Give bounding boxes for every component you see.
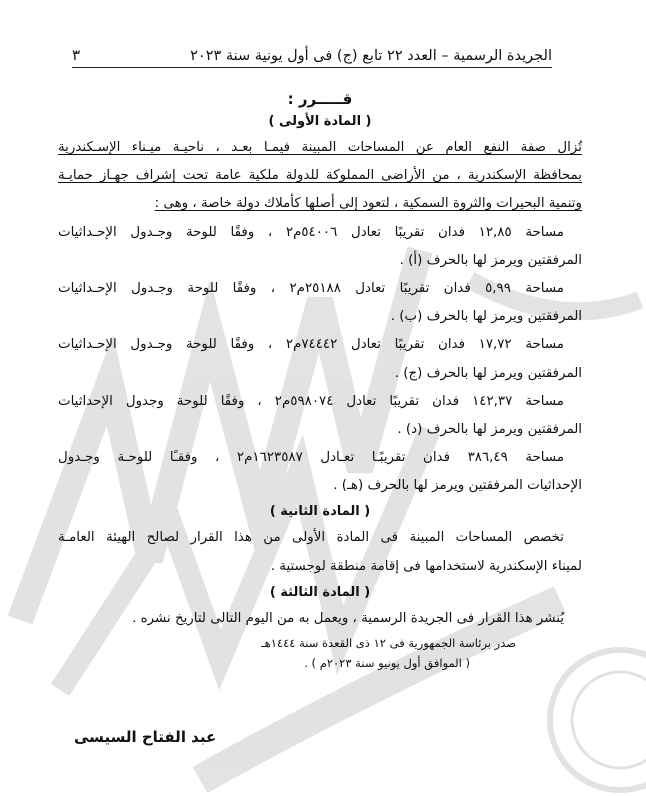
plot-e-line-1: مساحة ٣٨٦,٤٩ فدان تقريبًـا تعـادل ١٦٢٣٥٨٧م٢ ، وفقـًا للوحـة وجـدول xyxy=(58,450,564,466)
issued-date: صدر برئاسة الجمهورية فى ١٢ ذى القعدة سنة ١٤٤٤هـ xyxy=(261,636,516,650)
article-2-line: تخصص المساحات المبينة فى المادة الأولى من هذا القرار لصالح الهيئة العامـة xyxy=(58,530,564,546)
plot-e-line-2: الإحداثيات المرفقتين ويرمز لها بالحرف (هـ) . xyxy=(333,478,582,494)
article-1-intro-line: تُزال صفة النفع العام عن المساحات المبينة فيمـا بعـد ، ناحيـة ميـناء الإسـكندرية xyxy=(58,140,582,155)
plot-c-line-1: مساحة ١٧,٧٢ فدان تقريبًا تعادل ٧٤٤٤٢م٢ ، وفقًا للوحة وجـدول الإحـداثيات xyxy=(58,337,564,353)
gazette-title: الجريدة الرسمية – العدد ٢٢ تابع (ج) فى أول يونية سنة ٢٠٢٣ xyxy=(190,48,552,64)
corresponding-date: ( الموافق أول يونيو سنة ٢٠٢٣م ) . xyxy=(304,656,470,670)
plot-d-line-2: المرفقتين ويرمز لها بالحرف (د) . xyxy=(397,421,582,437)
article-3-line: يُنشر هذا القرار فى الجريدة الرسمية ، ويعمل به من اليوم التالى لتاريخ نشره . xyxy=(132,610,564,626)
signature: عبد الفتاح السيسى xyxy=(74,728,217,746)
article-2-heading: ( المادة الثانية ) xyxy=(269,504,371,520)
plot-a-line-2: المرفقتين ويرمز لها بالحرف (أ) . xyxy=(399,252,582,268)
article-1-intro-line: بمحافظة الإسكندرية ، من الأراضى المملوكة للدولة ملكية عامة تحت إشراف جهـاز حمايـة xyxy=(58,168,582,184)
article-3-heading: ( المادة الثالثة ) xyxy=(269,584,371,600)
decree-body xyxy=(58,88,582,673)
plot-a-line-1: مساحة ١٢,٨٥ فدان تقريبًا تعادل ٥٤٠٠٦م٢ ، وفقًا للوحة وجـدول الإحـداثيات xyxy=(58,224,564,240)
article-2-line: لميناء الإسكندرية لاستخدامها فى إقامة منطقة لوجستية . xyxy=(270,558,582,574)
article-1-intro-line: وتنمية البحيرات والثروة السمكية ، لتعود إلى أصلها كأملاك دولة خاصة ، وهى : xyxy=(154,196,582,212)
page-header xyxy=(72,40,552,68)
article-1-heading: ( المادة الأولى ) xyxy=(268,114,372,129)
plot-b-line-2: المرفقتين ويرمز لها بالحرف (ب) . xyxy=(390,309,582,325)
page-number: ٣ xyxy=(72,46,81,64)
plot-d-line-1: مساحة ١٤٢,٣٧ فدان تقريبًا تعادل ٥٩٨٠٧٤م٢ ، وفقًا للوحة وجدول الإحداثيات xyxy=(58,393,564,409)
plot-b-line-1: مساحة ٥,٩٩ فدان تقريبًا تعادل ٢٥١٨٨م٢ ، وفقًا للوحة وجـدول الإحـداثيات xyxy=(58,280,564,296)
seal-ring-inner xyxy=(572,672,646,768)
decree-word: قـــــرر : xyxy=(287,90,353,108)
plot-c-line-2: المرفقتين ويرمز لها بالحرف (ج) . xyxy=(394,365,582,381)
